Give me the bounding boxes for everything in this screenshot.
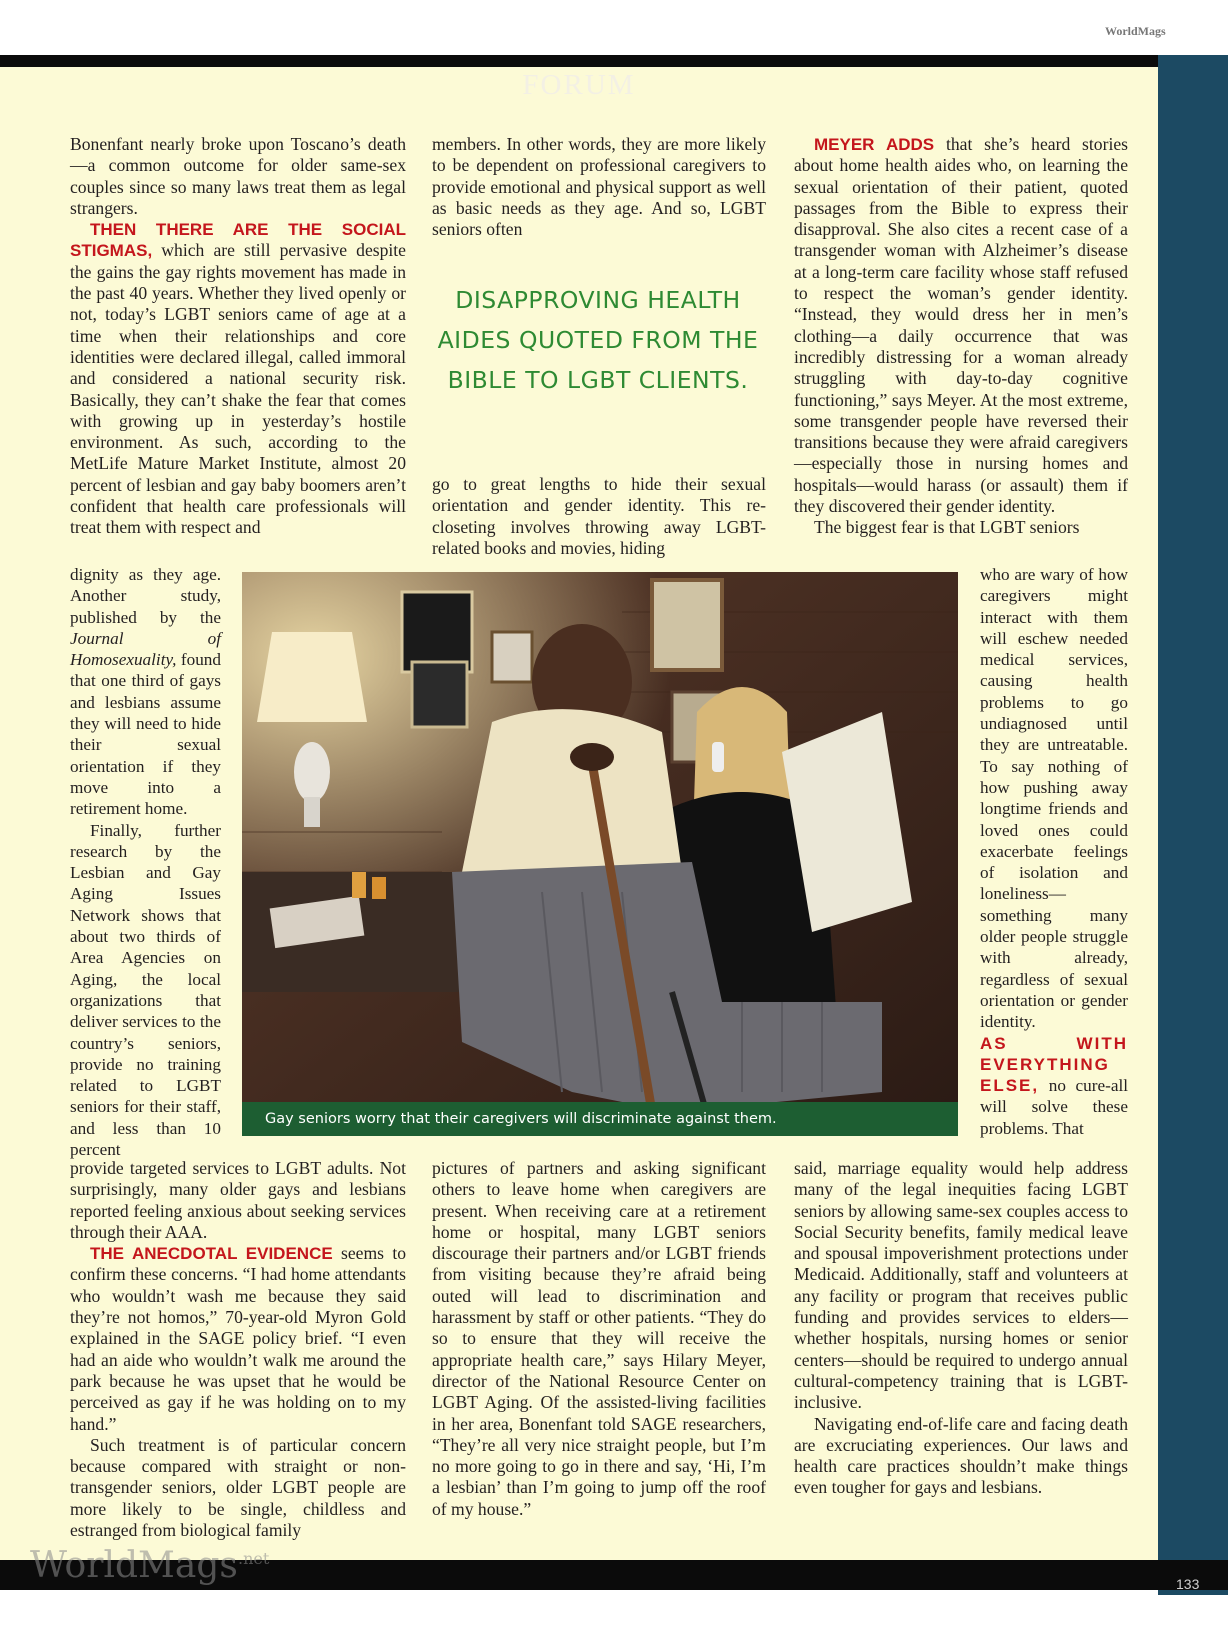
photo-caption: Gay seniors worry that their caregivers will discriminate against them. [242,1102,958,1136]
paragraph: provide targeted services to LGBT adults. Not surprisingly, many older gays and lesbians reported feeling anxious about seeking services through their AAA. [70,1158,406,1242]
column-2-mid [432,474,766,564]
section-title: FORUM [522,69,636,101]
paragraph: Bonenfant nearly broke upon Toscano’s death—a common outcome for older same-sex couples since so many laws treat them as legal strangers. [70,134,406,218]
column-3-narrow [980,564,1128,1158]
column-3-top [794,134,1128,572]
paragraph: Navigating end-of-life care and facing death are excruciating experiences. Our laws and health care practices shouldn’t make things even tougher for gays and lesbians. [794,1413,1128,1498]
page-number: 133 [1176,1576,1200,1592]
paragraph [70,219,406,538]
watermark-suffix: .net [238,1549,270,1568]
lead-in: MEYER ADDS [814,135,935,154]
watermark-bottom [30,1545,270,1586]
paragraph: Such treatment is of particular concern because compared with straight or non-transgender seniors, older LGBT people are more likely to be single, childless and estranged from biological family [70,1434,406,1541]
watermark-text: WorldMags [30,1545,238,1586]
photo-illustration [242,572,958,1136]
paragraph: said, marriage equality would help address many of the legal inequities facing LGBT seniors by allowing same-sex couples access to Social Security benefits, family medical leave and spousal impoverishment protections under Medicaid. Additionally, staff and volunteers at any facility or program that receives public funding and provides services to elders—whether hospitals, nursing homes or senior centers—should be required to undergo annual cultural-competency training that is LGBT-inclusive. [794,1158,1128,1413]
paragraph-text: dignity as they age. Another study, published by the [70,565,221,627]
page-edge-strip [1158,55,1228,1595]
paragraph: Finally, further research by the Lesbian and Gay Aging Issues Network shows that about two thirds of Area Agencies on Aging, the local organizations that deliver services to the country’s seniors, provide no training related to LGBT seniors for their staff, and less than 10 percent [70,820,221,1160]
column-3-bottom [794,1158,1128,1558]
column-1-narrow [70,564,221,1158]
paragraph: pictures of partners and asking significant others to leave home when caregivers are present. When receiving care at a retirement home or hospital, many LGBT seniors discourage their partners and/or LGBT friends from visiting because they’re afraid being outed will lead to discrimination and harassment by staff or other patients. “They do so to ensure that they will receive the appropriate health care,” says Hilary Meyer, director of the National Resource Center on LGBT Aging. Of the assisted-living facilities in her area, Bonenfant told SAGE researchers, “They’re all very nice straight people, but I’m no more going to go in there and say, ‘Hi, I’m a lesbian’ than I’m going to jump off the roof of my house.” [432,1158,766,1519]
column-2-top [432,134,766,244]
paragraph-text: found that one third of gays and lesbians assume they will need to hide their sexual orientation if they move into a retirement home. [70,650,221,819]
pull-quote: DISAPPROVING HEALTH AIDES QUOTED FROM THE BIBLE TO LGBT CLIENTS. [437,286,759,394]
lead-in: THE ANECDOTAL EVIDENCE [90,1244,333,1264]
watermark-top: WorldMags [1105,24,1166,38]
column-1-bottom [70,1158,406,1558]
paragraph: members. In other words, they are more likely to be dependent on professional caregivers to provide emotional and physical support as well as basic needs as they age. And so, LGBT seniors often [432,134,766,240]
column-2-bottom [432,1158,766,1558]
paragraph [70,564,221,820]
lead-in: AS WITH EVERYTHING ELSE, [980,1033,1128,1096]
paragraph [70,1243,406,1435]
paragraph [794,134,1128,517]
paragraph-text: seems to confirm these concerns. “I had home attendants who wouldn’t wash me because they said they’re not homos,” 70-year-old Myron Gold explained in the SAGE policy brief. “I even had an aide who wouldn’t walk me around the park because he was upset that he would be perceived as gay if he was holding on to my hand.” [70,1243,407,1434]
paragraph: go to great lengths to hide their sexual orientation and gender identity. This re-closeting involves throwing away LGBT-related books and movies, hiding [432,474,766,558]
column-1-top [70,134,406,572]
journal-title: Journal of Homosexuality, [70,628,221,670]
paragraph-text: that she’s heard stories about home health aides who, on learning the sexual orientation of their patient, quoted passages from the Bible to express their disapproval. She also cites a recent case of a transgender woman with Alzheimer’s disease at a long-term care facility whose staff refused to respect the woman’s gender identity. “Instead, they would dress her in men’s clothing—a daily occurrence that was incredibly distressing for a woman already struggling with day-to-day cognitive functioning,” says Meyer. At the most extreme, some transgender people have reversed their transitions because they were afraid caregivers—especially those in nursing homes and hospitals—would harass (or assault) them if they discovered their gender identity. [794,134,1128,517]
article-photo [242,572,958,1136]
paragraph: The biggest fear is that LGBT seniors [814,517,1080,538]
paragraph: who are wary of how caregivers might interact with them will eschew needed medical services, causing health problems to go undiagnosed until they are untreatable. To say nothing of how pushing away longtime friends and loved ones could exacerbate feelings of isolation and loneliness—something many older people struggle with already, regardless of sexual orientation or gender identity. [980,565,1128,1032]
lead-in: THEN THERE ARE THE SOCIAL STIGMAS, [70,220,406,261]
paragraph-text: which are still pervasive despite the gains the gay rights movement has made in the past 40 years. Whether they lived openly or not, today’s LGBT seniors came of age at a time when their relationships and core identities were declared illegal, called immoral and considered a national security risk. Basically, they can’t shake the fear that comes with growing up in yesterday’s hostile environment. As such, according to the MetLife Mature Market Institute, almost 20 percent of lesbian and gay baby boomers aren’t confident that health care professionals will treat them with respect and [70,240,406,538]
paragraph [980,1033,1128,1139]
paragraph-text: no cure-all will solve these problems. That [980,1076,1128,1138]
